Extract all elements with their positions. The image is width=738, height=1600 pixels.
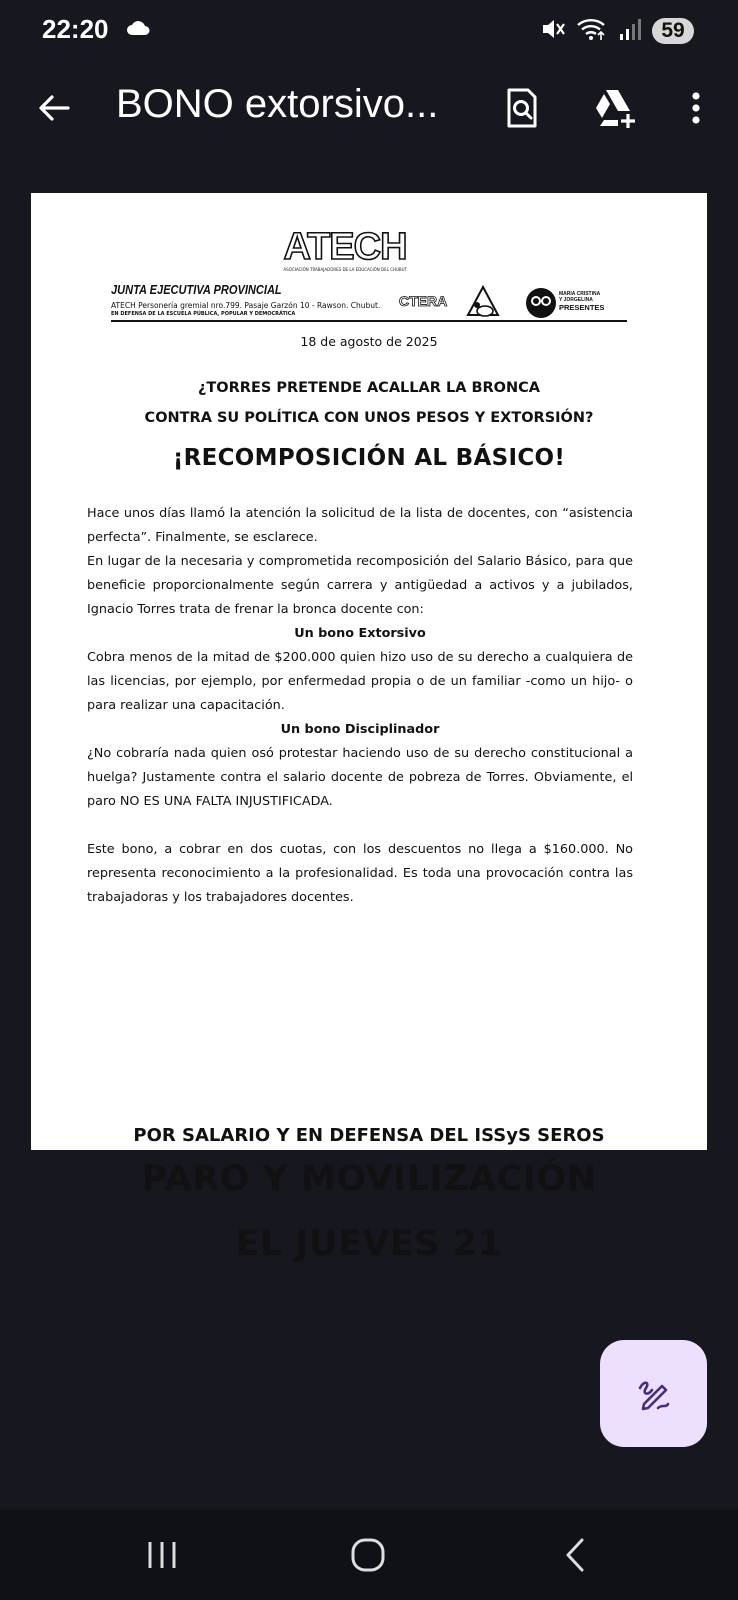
mute-icon [540, 16, 566, 46]
status-icons [540, 16, 694, 46]
paragraph-1: Hace unos días llamó la atención la solicitud de la lista de docentes, con “asistencia perfecta”. Finalmente, se esclarece. [87, 506, 633, 545]
seal-logo [465, 285, 501, 323]
question-line-1: ¿TORRES PRETENDE ACALLAR LA BRONCA [197, 380, 541, 396]
home-button[interactable] [343, 1536, 393, 1576]
paragraph-4: ¿No cobraría nada quien osó protestar haciendo uso de su derecho constitucional a huelga? Justamente contra el salario docente de pobreza de Torres. Obviamente, el paro NO ES UNA FALTA INJUSTIFICADA. [87, 746, 633, 809]
drive-add-icon [590, 86, 640, 130]
tagline: EN DEFENSA DE LA ESCUELA PÚBLICA, POPULAR Y DEMOCRÁTICA [111, 311, 296, 317]
app-bar [0, 62, 738, 162]
status-bar [0, 0, 738, 62]
recent-apps-button[interactable] [138, 1536, 188, 1576]
paragraph-5: Este bono, a cobrar en dos cuotas, con los descuentos no llega a $160.000. No representa reconocimiento a la profesionalidad. Es toda una provocación contra las trabajadoras y los trabajadores docentes. [87, 842, 633, 905]
document-page[interactable] [31, 193, 707, 1264]
paragraph-2: En lugar de la necesaria y comprometida recomposición del Salario Básico, para que beneficie proporcionalmente según carrera y antigüedad a activos y a jubilados, Ignacio Torres trata de frenar la bronca docente con: [87, 554, 633, 617]
search-document-icon [500, 86, 544, 130]
main-headline: ¡RECOMPOSICIÓN AL BÁSICO! [172, 445, 566, 471]
recent-apps-icon [138, 1536, 188, 1576]
slogan-paro: PARO Y MOVILIZACIÓN [141, 1159, 597, 1199]
search-document-button[interactable] [500, 86, 544, 130]
mc-line1: MARIA CRISTINA [559, 291, 601, 297]
status-time: 22:20 [42, 14, 109, 44]
atech-logo: ATECH [283, 226, 407, 268]
slogan-jueves: EL JUEVES 21 [235, 1224, 503, 1264]
signal-icon [618, 17, 642, 45]
subheading-disciplinador: Un bono Disciplinador [280, 722, 440, 737]
system-back-button[interactable] [552, 1536, 602, 1576]
more-vert-icon [676, 86, 716, 130]
battery-indicator: 59 [652, 18, 694, 44]
back-button[interactable] [34, 88, 74, 128]
mc-line3: PRESENTES [559, 303, 605, 312]
subheading-extorsivo: Un bono Extorsivo [294, 626, 426, 641]
paragraph-3: Cobra menos de la mitad de $200.000 quien hizo uso de su derecho a cualquiera de las licencias, por ejemplo, por enfermedad propia o de un familiar -como un hijo- o para realizar una capacitación. [87, 650, 633, 713]
home-icon [343, 1536, 393, 1576]
edit-fab[interactable] [600, 1340, 707, 1447]
org-title: JUNTA EJECUTIVA PROVINCIAL [111, 282, 282, 297]
back-arrow-icon [34, 88, 74, 128]
question-line-2: CONTRA SU POLÍTICA CON UNOS PESOS Y EXTORSIÓN? [144, 410, 594, 426]
wifi-icon [576, 16, 608, 46]
mc-line2: Y JORGELINA [559, 297, 593, 303]
letterhead-divider [111, 320, 627, 322]
mc-logo [525, 287, 557, 323]
navigation-bar [0, 1510, 738, 1600]
body-text [87, 502, 633, 910]
cloud-icon [126, 20, 150, 40]
add-to-drive-button[interactable] [590, 86, 640, 130]
ctera-logo: CTERA [399, 293, 448, 309]
atech-logo-subtitle: ASOCIACIÓN TRABAJADORES DE LA EDUCACIÓN DEL CHUBUT [283, 267, 407, 272]
edit-pencil-icon [634, 1374, 674, 1414]
mc-text [559, 291, 619, 312]
back-icon [552, 1536, 602, 1576]
document-date: 18 de agosto de 2025 [300, 334, 438, 349]
personeria: ATECH Personería gremial nro.799. Pasaje Garzón 10 - Rawson. Chubut. [111, 301, 381, 310]
letterhead [111, 227, 627, 327]
slogan-salario: POR SALARIO Y EN DEFENSA DEL ISSyS SEROS [133, 1125, 605, 1146]
more-options-button[interactable] [676, 86, 716, 130]
paragraph-spacer [87, 814, 633, 838]
document-title: BONO extorsivo... [116, 82, 439, 126]
